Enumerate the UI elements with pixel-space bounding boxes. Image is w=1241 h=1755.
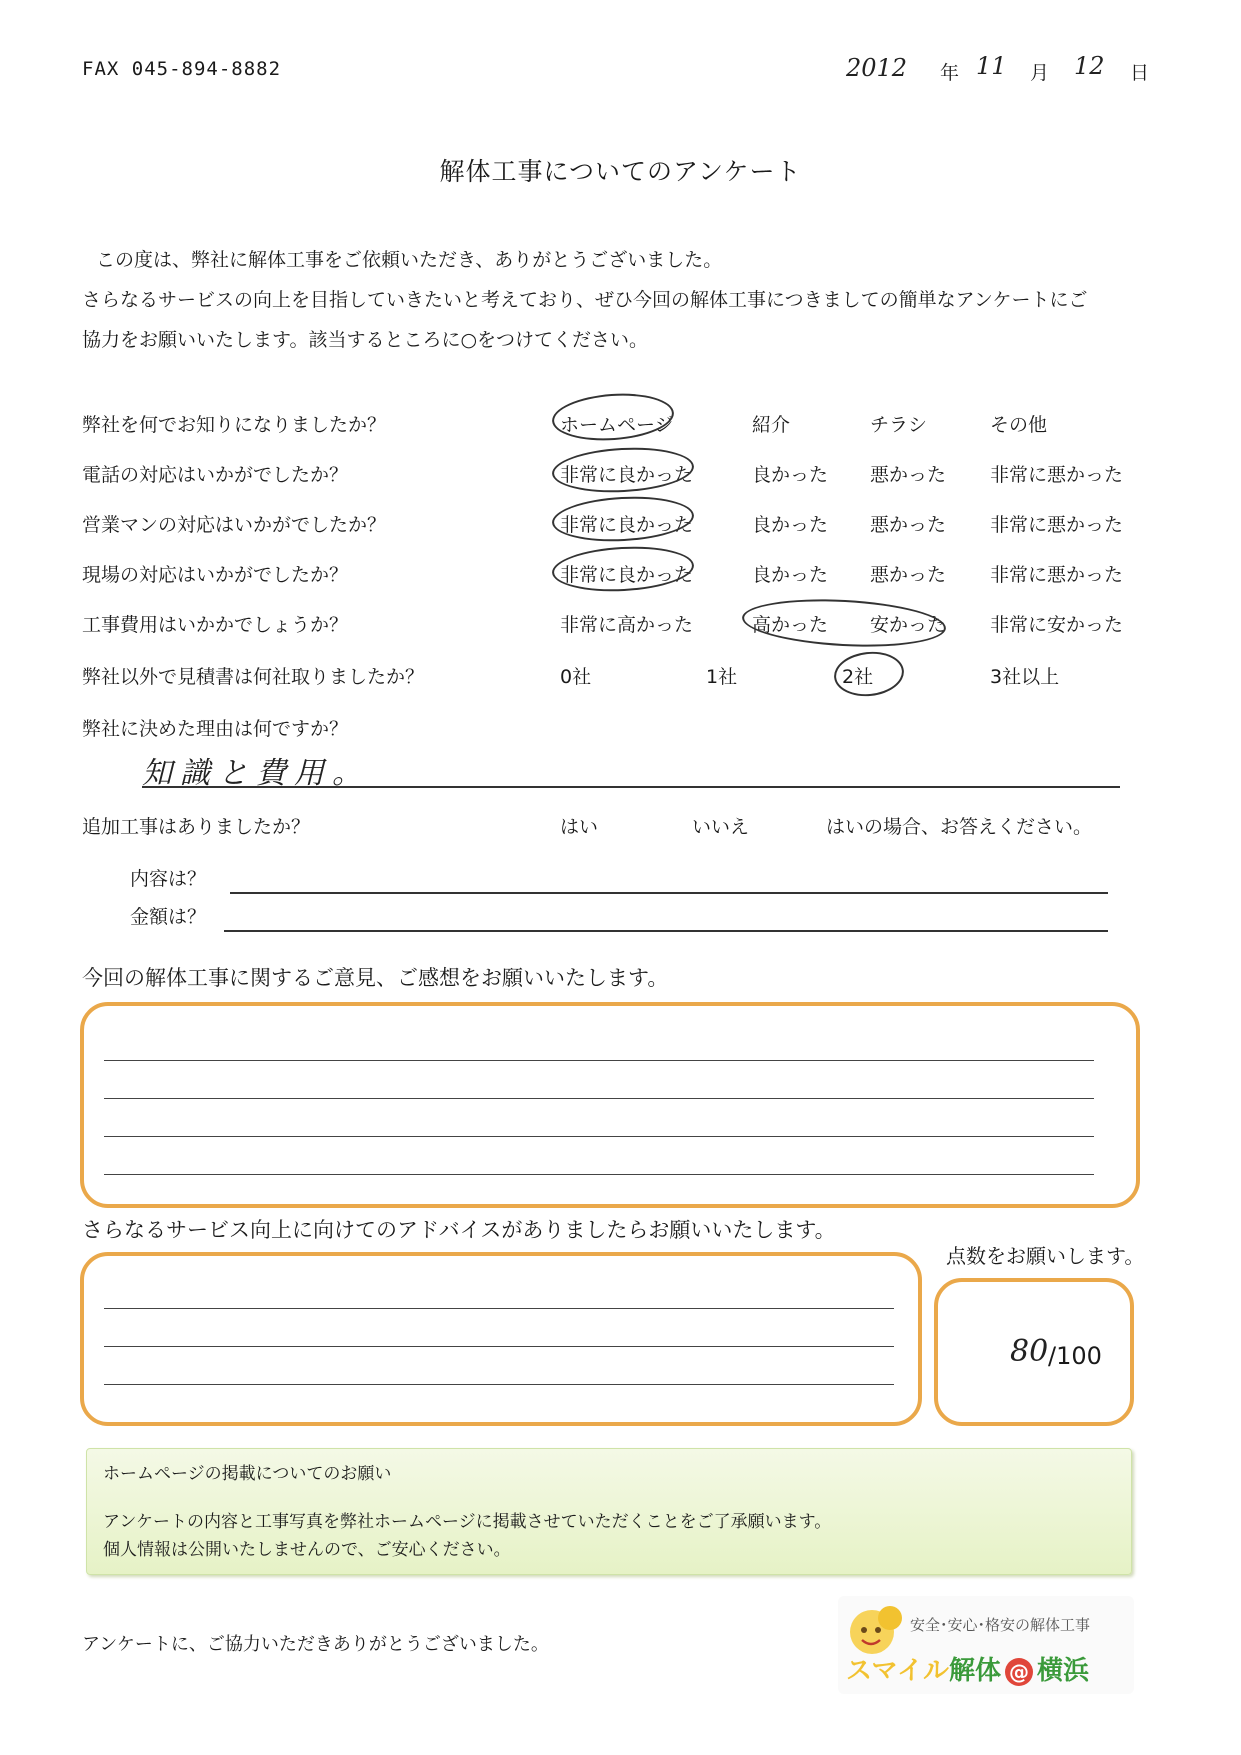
opinion-line (104, 1060, 1094, 1061)
fax-number: FAX 045-894-8882 (82, 58, 282, 80)
notice-heading: ホームページの掲載についてのお願い (103, 1464, 392, 1484)
logo-brand-kaitai: 解体 (948, 1656, 1001, 1686)
date-day-unit: 日 (1130, 62, 1150, 84)
opinion-line (104, 1174, 1094, 1175)
question-phone-label: 電話の対応はいかがでしたか？ (82, 464, 349, 486)
additional-content-label: 内容は？ (130, 868, 207, 890)
date-year: 2012 (846, 54, 908, 82)
intro-text (82, 240, 1162, 360)
question-phone-option-2[interactable]: 良かった (752, 464, 829, 486)
question-cost-label: 工事費用はいかかでしょうか？ (82, 614, 349, 636)
question-quotes-label: 弊社以外で見積書は何社取りましたか？ (82, 666, 425, 688)
question-quotes-option-2[interactable]: 1社 (706, 666, 738, 688)
question-site-option-4[interactable]: 非常に悪かった (990, 564, 1124, 586)
advice-label: さらなるサービス向上に向けてのアドバイスがありましたらお願いいたします。 (82, 1218, 836, 1242)
date-day: 12 (1074, 52, 1105, 80)
date-month-unit: 月 (1030, 62, 1050, 84)
question-phone-option-4[interactable]: 非常に悪かった (990, 464, 1124, 486)
advice-line (104, 1308, 894, 1309)
publication-notice (86, 1448, 1132, 1575)
question-site-option-2[interactable]: 良かった (752, 564, 829, 586)
question-quotes-option-3[interactable]: 2社 (842, 666, 874, 688)
intro-line-3: 協力をお願いいたします。該当するところに○をつけてください。 (82, 329, 649, 351)
advice-line (104, 1384, 894, 1385)
question-sales-option-4[interactable]: 非常に悪かった (990, 514, 1124, 536)
question-phone-option-3[interactable]: 悪かった (870, 464, 947, 486)
reason-underline (142, 786, 1120, 788)
logo-brand-yokohama: 横浜 (1036, 1656, 1089, 1686)
question-sales-option-3[interactable]: 悪かった (870, 514, 947, 536)
question-site-option-3[interactable]: 悪かった (870, 564, 947, 586)
question-phone-option-1[interactable]: 非常に良かった (560, 464, 694, 486)
advice-box[interactable] (80, 1252, 922, 1426)
opinion-line (104, 1136, 1094, 1137)
score-value: 80 (1010, 1334, 1049, 1369)
opinion-box[interactable] (80, 1002, 1140, 1208)
question-source-option-3[interactable]: チラシ (870, 414, 928, 436)
notice-line-1: アンケートの内容と工事写真を弊社ホームページに掲載させていただくことをご了承願います。 (103, 1512, 832, 1532)
score-max: /100 (1048, 1342, 1102, 1370)
question-source-option-2[interactable]: 紹介 (752, 414, 791, 436)
question-source-option-1[interactable]: ホームページ (560, 414, 674, 436)
notice-line-2: 個人情報は公開いたしませんので、ご安心ください。 (103, 1540, 511, 1560)
reason-answer: 知識と費用。 (142, 756, 370, 791)
logo-wordmark (846, 1650, 1089, 1687)
question-sales-label: 営業マンの対応はいかがでしたか？ (82, 514, 387, 536)
date-field (846, 50, 1150, 90)
question-source-label: 弊社を何でお知りになりましたか？ (82, 414, 387, 436)
footer-thanks: アンケートに、ご協力いただきありがとうございました。 (82, 1634, 549, 1655)
date-month: 11 (976, 52, 1007, 80)
additional-yes[interactable]: はい (560, 816, 599, 838)
intro-line-1: この度は、弊社に解体工事をご依頼いただき、ありがとうございました。 (96, 249, 723, 271)
question-sales-option-1[interactable]: 非常に良かった (560, 514, 694, 536)
question-sales-option-2[interactable]: 良かった (752, 514, 829, 536)
additional-content-field[interactable] (230, 892, 1108, 894)
question-site-option-1[interactable]: 非常に良かった (560, 564, 694, 586)
score-label: 点数をお願いします。 (946, 1244, 1145, 1268)
selection-circle (741, 595, 947, 652)
additional-amount-label: 金額は？ (130, 906, 207, 928)
logo-tagline: 安全･安心･格安の解体工事 (910, 1616, 1091, 1634)
additional-label: 追加工事はありましたか？ (82, 816, 311, 838)
question-cost-option-4[interactable]: 非常に安かった (990, 614, 1124, 636)
selection-circle (832, 648, 906, 699)
date-year-unit: 年 (940, 62, 960, 84)
opinion-label: 今回の解体工事に関するご意見、ご感想をお願いいたします。 (82, 966, 669, 990)
question-quotes-option-1[interactable]: 0社 (560, 666, 592, 688)
selection-circle (551, 444, 695, 495)
reason-label: 弊社に決めた理由は何ですか？ (82, 718, 349, 740)
advice-line (104, 1346, 894, 1347)
question-cost-option-1[interactable]: 非常に高かった (560, 614, 694, 636)
additional-no[interactable]: いいえ (692, 816, 750, 838)
score-box[interactable] (934, 1278, 1134, 1426)
question-quotes-option-4[interactable]: 3社以上 (990, 666, 1060, 688)
additional-note: はいの場合、お答えください。 (826, 816, 1093, 838)
intro-line-2: さらなるサービスの向上を目指していきたいと考えており、ぜひ今回の解体工事につきましての簡単なアンケートにご (82, 289, 1088, 311)
logo-brand-smile: スマイル (846, 1656, 949, 1686)
company-logo (838, 1596, 1134, 1694)
question-site-label: 現場の対応はいかがでしたか？ (82, 564, 349, 586)
page-title: 解体工事についてのアンケート (439, 157, 802, 186)
question-source-option-4[interactable]: その他 (990, 414, 1048, 436)
question-cost-option-3[interactable]: 安かった (870, 614, 947, 636)
question-cost-option-2[interactable]: 高かった (752, 614, 829, 636)
opinion-line (104, 1098, 1094, 1099)
logo-brand-at: @ (1005, 1658, 1033, 1686)
additional-amount-field[interactable] (224, 930, 1108, 932)
